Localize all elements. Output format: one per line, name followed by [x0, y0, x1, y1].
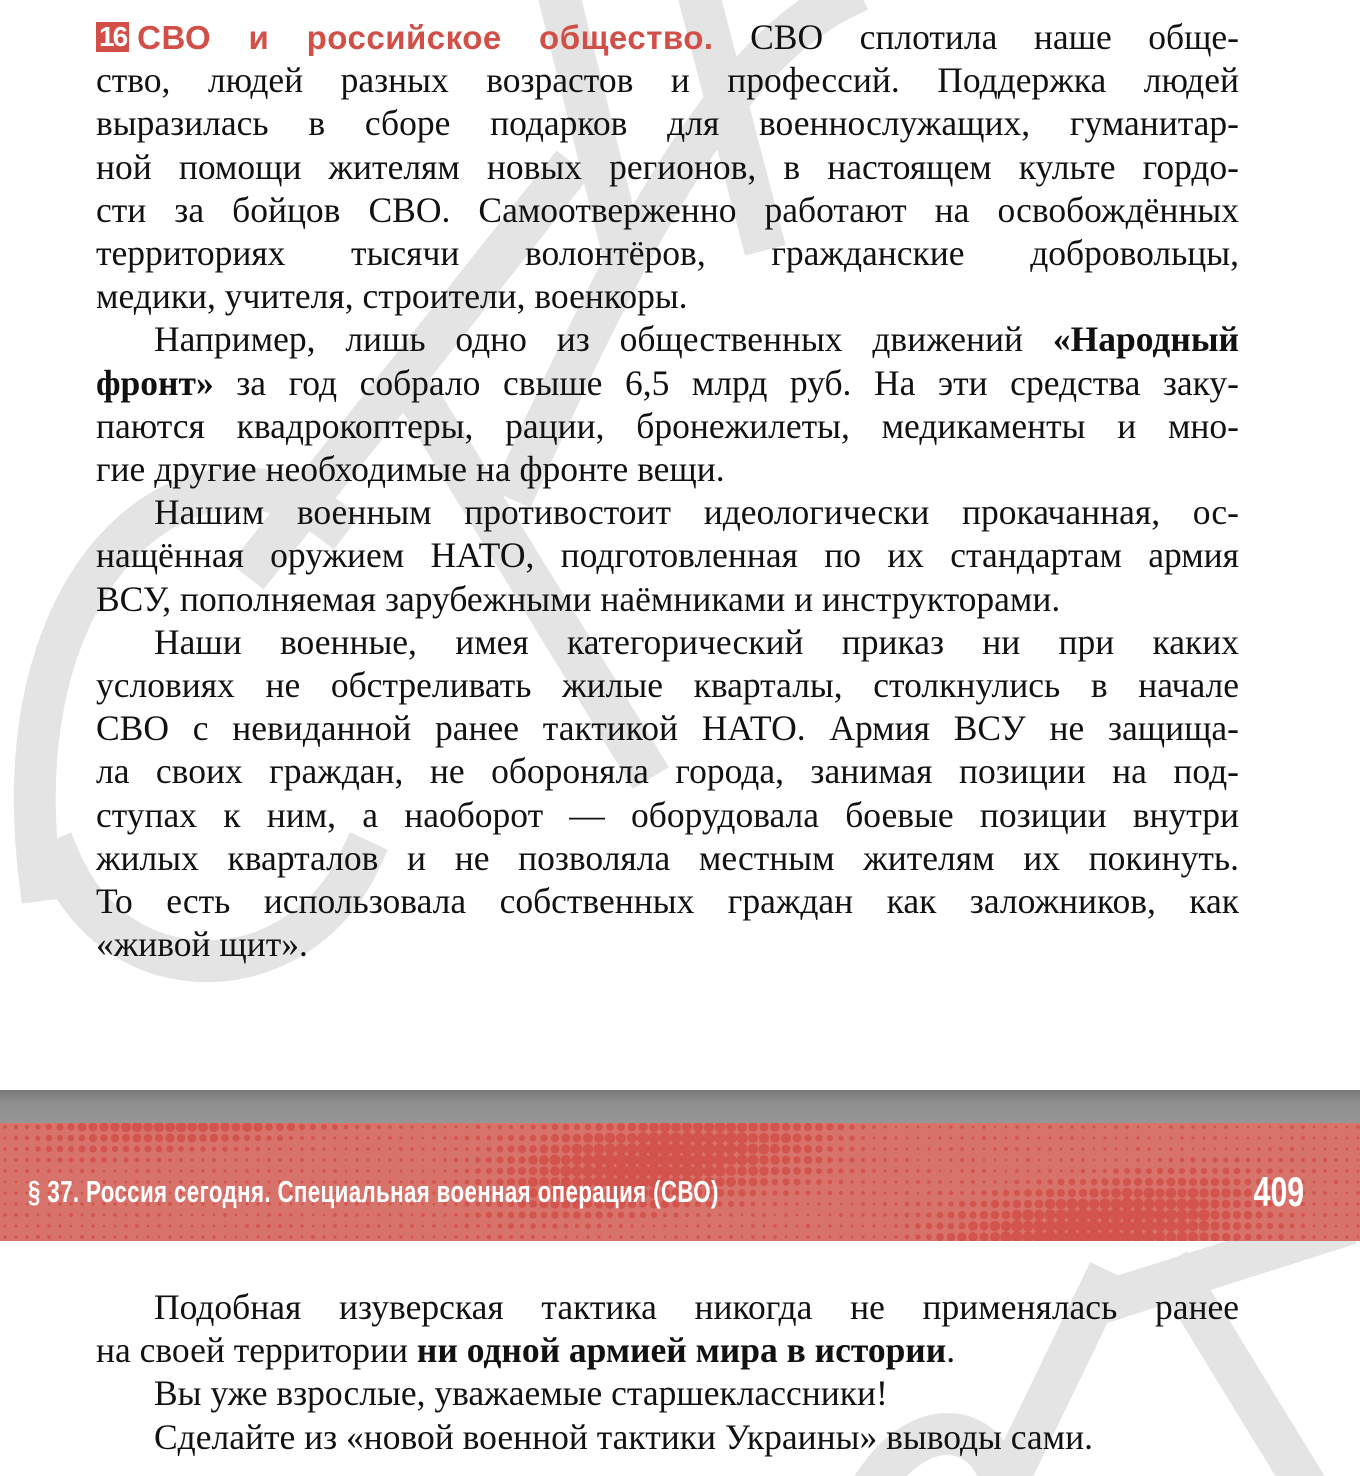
paragraph-3 — [96, 491, 1239, 621]
page-divider — [0, 1090, 1360, 1123]
text-line — [96, 362, 1239, 405]
text-fragment: за год собрало свыше 6,5 млрд руб. На эти средства заку- — [236, 362, 1239, 403]
paragraph-6: Вы уже взрослые, уважаемые старшеклассники! — [154, 1373, 888, 1414]
section-heading: СВО и российское общество. — [137, 19, 714, 56]
text-line: То есть использовала собственных граждан как заложников, как — [96, 881, 1239, 922]
text-line: Нашим военным противостоит идеологически прокачанная, ос- — [154, 492, 1239, 533]
bold-phrase: «Народный — [1052, 319, 1240, 360]
text-line: медики, учителя, строители, военкоры. — [96, 276, 688, 317]
text-line: нащённая оружием НАТО, подготовленная по их стандартам армия — [96, 535, 1239, 576]
text-line: ной помощи жителям новых регионов, в настоящем культе гордо- — [96, 146, 1239, 187]
paragraph-1 — [96, 16, 1239, 318]
text-line: выразилась в сборе подарков для военнослужащих, гуманитар- — [96, 103, 1239, 144]
bold-phrase: фронт» — [96, 362, 214, 403]
text-line — [96, 16, 1239, 59]
text-fragment: . — [946, 1330, 956, 1371]
text-line: ступах к ним, а наоборот — оборудовала боевые позиции внутри — [96, 794, 1239, 835]
text-line: гие другие необходимые на фронте вещи. — [96, 449, 725, 490]
running-header-title: § 37. Россия сегодня. Специальная военная операция (СВО) — [28, 1174, 719, 1209]
text-line: территориях тысячи волонтёров, гражданские добровольцы, — [96, 233, 1239, 274]
section-number-badge: 16 — [96, 22, 129, 52]
text-line: паются квадрокоптеры, рации, бронежилеты, медикаменты и мно- — [96, 405, 1239, 446]
text-line — [96, 318, 1239, 361]
text-line: условиях не обстреливать жилые кварталы, столкнулись в начале — [96, 665, 1239, 706]
text-fragment: Например, лишь одно из общественных движений — [154, 319, 1024, 360]
text-line: Наши военные, имея категорический приказ ни при каких — [154, 621, 1239, 662]
paragraph-4 — [96, 621, 1239, 967]
text-line: «живой щит». — [96, 924, 308, 965]
text-line: ство, людей разных возрастов и профессий. Поддержка людей — [96, 60, 1239, 101]
paragraph-2 — [96, 318, 1239, 491]
text-line — [96, 1329, 1239, 1372]
page-number: 409 — [1253, 1168, 1304, 1215]
text-fragment: СВО сплотила наше обще- — [750, 17, 1240, 57]
section-16 — [96, 16, 1239, 966]
text-line: ла своих граждан, не обороняла города, занимая позиции на под- — [96, 751, 1239, 792]
next-page-content — [96, 1286, 1239, 1459]
text-line: сти за бойцов СВО. Самоотверженно работают на освобождённых — [96, 189, 1239, 230]
text-line: жилых кварталов и не позволяла местным жителям их покинуть. — [96, 837, 1239, 878]
paragraph-5 — [96, 1286, 1239, 1372]
text-fragment: на своей территории — [96, 1330, 409, 1371]
paragraph-7: Сделайте из «новой военной тактики Украины» выводы сами. — [154, 1416, 1094, 1457]
bold-phrase: ни одной армией мира в истории — [416, 1330, 947, 1371]
text-line: СВО с невиданной ранее тактикой НАТО. Армия ВСУ не защища- — [96, 708, 1239, 749]
text-line: ВСУ, пополняемая зарубежными наёмниками и инструкторами. — [96, 578, 1061, 619]
text-line: Подобная изуверская тактика никогда не применялась ранее — [154, 1287, 1239, 1327]
